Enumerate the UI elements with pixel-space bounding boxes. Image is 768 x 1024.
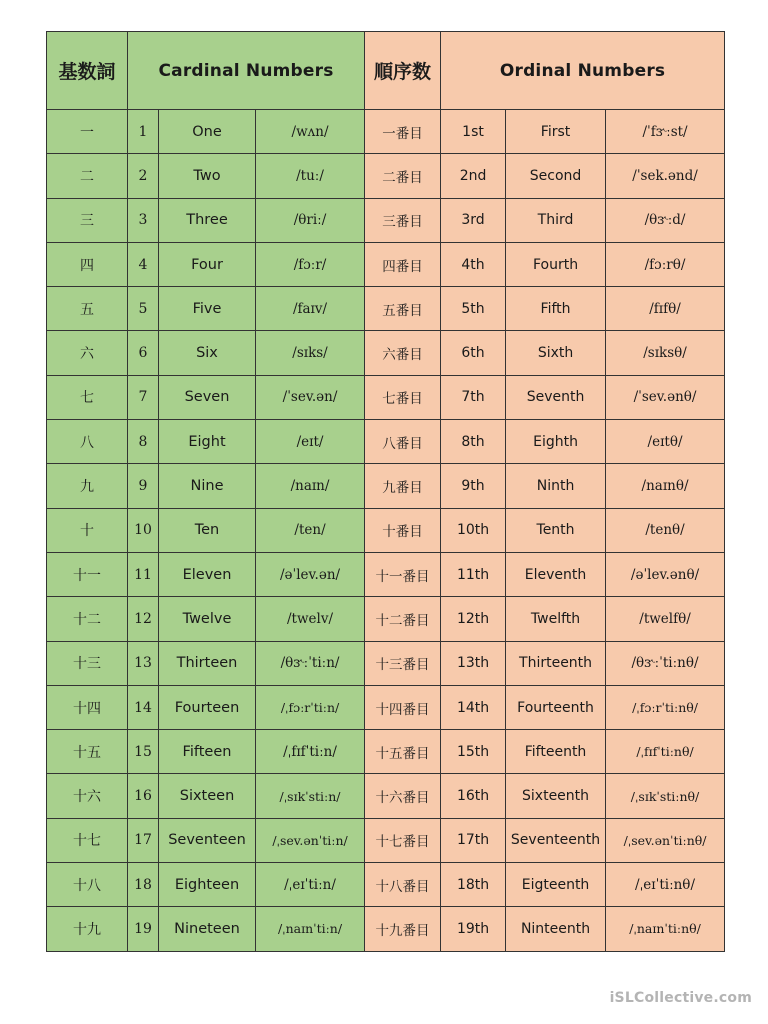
table-row xyxy=(47,464,725,508)
cardinal-kanji-cell: 十五 xyxy=(47,730,128,774)
cardinal-ipa-cell: /θɝːˈtiːn/ xyxy=(256,641,365,685)
ordinal-number-cell: 17th xyxy=(441,818,506,862)
ordinal-number-cell: 4th xyxy=(441,242,506,286)
cardinal-word-cell: Fourteen xyxy=(159,685,256,729)
ordinal-number-cell: 14th xyxy=(441,685,506,729)
cardinal-kanji-cell: 十二 xyxy=(47,597,128,641)
table-row xyxy=(47,907,725,951)
cardinal-number-cell: 10 xyxy=(128,508,159,552)
ordinal-number-cell: 13th xyxy=(441,641,506,685)
cardinal-number-cell: 8 xyxy=(128,420,159,464)
cardinal-number-cell: 9 xyxy=(128,464,159,508)
cardinal-kanji-cell: 八 xyxy=(47,420,128,464)
cardinal-word-cell: Seventeen xyxy=(159,818,256,862)
table-row xyxy=(47,375,725,419)
ordinal-kanji-cell: 六番目 xyxy=(365,331,441,375)
ordinal-word-cell: Ninteenth xyxy=(506,907,606,951)
cardinal-ipa-cell: /sɪks/ xyxy=(256,331,365,375)
cardinal-number-cell: 11 xyxy=(128,552,159,596)
ordinal-word-cell: Sixth xyxy=(506,331,606,375)
ordinal-number-cell: 6th xyxy=(441,331,506,375)
ordinal-number-cell: 11th xyxy=(441,552,506,596)
cardinal-kanji-cell: 十八 xyxy=(47,863,128,907)
cardinal-ipa-cell: /əˈlev.ən/ xyxy=(256,552,365,596)
ordinal-ipa-cell: /θɝːd/ xyxy=(606,198,725,242)
table-row xyxy=(47,287,725,331)
numbers-table xyxy=(46,31,725,952)
table-row xyxy=(47,818,725,862)
table-row xyxy=(47,508,725,552)
ordinal-word-cell: Tenth xyxy=(506,508,606,552)
cardinal-ipa-cell: /naɪn/ xyxy=(256,464,365,508)
ordinal-ipa-cell: /twelfθ/ xyxy=(606,597,725,641)
cardinal-ipa-cell: /ˌsev.ənˈtiːn/ xyxy=(256,818,365,862)
cardinal-ipa-cell: /tuː/ xyxy=(256,154,365,198)
cardinal-number-cell: 19 xyxy=(128,907,159,951)
ordinal-kanji-cell: 十七番目 xyxy=(365,818,441,862)
table-row xyxy=(47,110,725,154)
cardinal-kanji-cell: 十 xyxy=(47,508,128,552)
cardinal-kanji-cell: 六 xyxy=(47,331,128,375)
ordinal-ipa-cell: /ˌfɪfˈtiːnθ/ xyxy=(606,730,725,774)
ordinal-word-cell: Sixteenth xyxy=(506,774,606,818)
cardinal-ipa-cell: /wʌn/ xyxy=(256,110,365,154)
ordinal-word-cell: Eleventh xyxy=(506,552,606,596)
cardinal-word-cell: Fifteen xyxy=(159,730,256,774)
cardinal-number-cell: 16 xyxy=(128,774,159,818)
cardinal-kanji-cell: 二 xyxy=(47,154,128,198)
cardinal-word-cell: Nine xyxy=(159,464,256,508)
cardinal-ipa-cell: /ˌfɪfˈtiːn/ xyxy=(256,730,365,774)
ordinal-number-cell: 1st xyxy=(441,110,506,154)
ordinal-word-cell: Ninth xyxy=(506,464,606,508)
cardinal-ipa-cell: /θriː/ xyxy=(256,198,365,242)
ordinal-kanji-cell: 十五番目 xyxy=(365,730,441,774)
ordinal-ipa-cell: /ˈsek.ənd/ xyxy=(606,154,725,198)
cardinal-word-cell: Four xyxy=(159,242,256,286)
cardinal-word-cell: Thirteen xyxy=(159,641,256,685)
cardinal-number-cell: 7 xyxy=(128,375,159,419)
ordinal-number-cell: 3rd xyxy=(441,198,506,242)
ordinal-kanji-cell: 五番目 xyxy=(365,287,441,331)
cardinal-number-cell: 4 xyxy=(128,242,159,286)
cardinal-ipa-cell: /ˌfɔːrˈtiːn/ xyxy=(256,685,365,729)
ordinal-number-cell: 15th xyxy=(441,730,506,774)
ordinal-ipa-cell: /sɪksθ/ xyxy=(606,331,725,375)
cardinal-number-cell: 1 xyxy=(128,110,159,154)
cardinal-word-cell: Six xyxy=(159,331,256,375)
ordinal-ipa-cell: /ˌfɔːrˈtiːnθ/ xyxy=(606,685,725,729)
cardinal-kanji-cell: 五 xyxy=(47,287,128,331)
table-row xyxy=(47,154,725,198)
ordinal-ipa-cell: /ˌsev.ənˈtiːnθ/ xyxy=(606,818,725,862)
table-row xyxy=(47,420,725,464)
cardinal-kanji-cell: 十三 xyxy=(47,641,128,685)
cardinal-ipa-cell: /ˌeɪˈtiːn/ xyxy=(256,863,365,907)
cardinal-word-cell: Eight xyxy=(159,420,256,464)
cardinal-word-cell: Ten xyxy=(159,508,256,552)
cardinal-kanji-cell: 十九 xyxy=(47,907,128,951)
cardinal-word-cell: Three xyxy=(159,198,256,242)
cardinal-word-cell: Five xyxy=(159,287,256,331)
ordinal-word-cell: Seventeenth xyxy=(506,818,606,862)
cardinal-number-cell: 18 xyxy=(128,863,159,907)
cardinal-ipa-cell: /ten/ xyxy=(256,508,365,552)
cardinal-kanji-cell: 一 xyxy=(47,110,128,154)
ordinal-word-cell: Thirteenth xyxy=(506,641,606,685)
ordinal-word-cell: Fourteenth xyxy=(506,685,606,729)
ordinal-kanji-cell: 十六番目 xyxy=(365,774,441,818)
ordinal-number-cell: 12th xyxy=(441,597,506,641)
cardinal-kanji-cell: 三 xyxy=(47,198,128,242)
ordinal-number-cell: 5th xyxy=(441,287,506,331)
table-header-row xyxy=(47,32,725,110)
table-row xyxy=(47,597,725,641)
cardinal-number-cell: 15 xyxy=(128,730,159,774)
cardinal-title-heading: Cardinal Numbers xyxy=(128,32,365,110)
cardinal-kanji-cell: 十七 xyxy=(47,818,128,862)
ordinal-number-cell: 2nd xyxy=(441,154,506,198)
ordinal-word-cell: First xyxy=(506,110,606,154)
ordinal-kanji-cell: 十一番目 xyxy=(365,552,441,596)
cardinal-kanji-cell: 十一 xyxy=(47,552,128,596)
table-row xyxy=(47,242,725,286)
ordinal-kanji-cell: 七番目 xyxy=(365,375,441,419)
ordinal-number-cell: 19th xyxy=(441,907,506,951)
table-row xyxy=(47,685,725,729)
cardinal-word-cell: One xyxy=(159,110,256,154)
ordinal-ipa-cell: /fɪfθ/ xyxy=(606,287,725,331)
ordinal-ipa-cell: /θɝːˈtiːnθ/ xyxy=(606,641,725,685)
ordinal-kanji-cell: 四番目 xyxy=(365,242,441,286)
ordinal-number-cell: 10th xyxy=(441,508,506,552)
table-row xyxy=(47,331,725,375)
cardinal-number-cell: 12 xyxy=(128,597,159,641)
table-row xyxy=(47,552,725,596)
ordinal-kanji-cell: 九番目 xyxy=(365,464,441,508)
ordinal-ipa-cell: /eɪtθ/ xyxy=(606,420,725,464)
ordinal-kanji-cell: 二番目 xyxy=(365,154,441,198)
ordinal-word-cell: Eigteenth xyxy=(506,863,606,907)
ordinal-word-cell: Twelfth xyxy=(506,597,606,641)
worksheet xyxy=(46,31,724,952)
ordinal-ipa-cell: /ˈfɝːst/ xyxy=(606,110,725,154)
cardinal-number-cell: 14 xyxy=(128,685,159,729)
ordinal-ipa-cell: /ˌnaɪnˈtiːnθ/ xyxy=(606,907,725,951)
ordinal-word-cell: Fifth xyxy=(506,287,606,331)
cardinal-kanji-cell: 七 xyxy=(47,375,128,419)
cardinal-number-cell: 6 xyxy=(128,331,159,375)
ordinal-ipa-cell: /əˈlev.ənθ/ xyxy=(606,552,725,596)
ordinal-kanji-cell: 十三番目 xyxy=(365,641,441,685)
cardinal-kanji-cell: 十四 xyxy=(47,685,128,729)
ordinal-ipa-cell: /fɔːrθ/ xyxy=(606,242,725,286)
ordinal-ipa-cell: /ˌsɪkˈstiːnθ/ xyxy=(606,774,725,818)
ordinal-ipa-cell: /ˈsev.ənθ/ xyxy=(606,375,725,419)
cardinal-word-cell: Seven xyxy=(159,375,256,419)
cardinal-ipa-cell: /ˌnaɪnˈtiːn/ xyxy=(256,907,365,951)
ordinal-word-cell: Fourth xyxy=(506,242,606,286)
cardinal-ipa-cell: /ˌsɪkˈstiːn/ xyxy=(256,774,365,818)
cardinal-kanji-cell: 十六 xyxy=(47,774,128,818)
ordinal-kanji-cell: 十九番目 xyxy=(365,907,441,951)
ordinal-kanji-cell: 三番目 xyxy=(365,198,441,242)
cardinal-word-cell: Eighteen xyxy=(159,863,256,907)
cardinal-ipa-cell: /ˈsev.ən/ xyxy=(256,375,365,419)
cardinal-kanji-cell: 九 xyxy=(47,464,128,508)
ordinal-kanji-heading: 順序数 xyxy=(365,32,441,110)
cardinal-number-cell: 13 xyxy=(128,641,159,685)
cardinal-word-cell: Eleven xyxy=(159,552,256,596)
ordinal-kanji-cell: 十四番目 xyxy=(365,685,441,729)
table-row xyxy=(47,641,725,685)
ordinal-number-cell: 18th xyxy=(441,863,506,907)
ordinal-number-cell: 7th xyxy=(441,375,506,419)
ordinal-word-cell: Third xyxy=(506,198,606,242)
ordinal-number-cell: 8th xyxy=(441,420,506,464)
ordinal-number-cell: 16th xyxy=(441,774,506,818)
cardinal-number-cell: 2 xyxy=(128,154,159,198)
ordinal-title-heading: Ordinal Numbers xyxy=(441,32,725,110)
table-row xyxy=(47,730,725,774)
watermark: iSLCollective.com xyxy=(609,990,752,1006)
cardinal-word-cell: Two xyxy=(159,154,256,198)
cardinal-kanji-cell: 四 xyxy=(47,242,128,286)
ordinal-word-cell: Seventh xyxy=(506,375,606,419)
ordinal-word-cell: Fifteenth xyxy=(506,730,606,774)
cardinal-word-cell: Twelve xyxy=(159,597,256,641)
ordinal-kanji-cell: 十番目 xyxy=(365,508,441,552)
table-body xyxy=(47,110,725,952)
cardinal-ipa-cell: /faɪv/ xyxy=(256,287,365,331)
ordinal-kanji-cell: 十二番目 xyxy=(365,597,441,641)
cardinal-word-cell: Sixteen xyxy=(159,774,256,818)
table-row xyxy=(47,863,725,907)
cardinal-ipa-cell: /fɔːr/ xyxy=(256,242,365,286)
ordinal-kanji-cell: 一番目 xyxy=(365,110,441,154)
ordinal-ipa-cell: /tenθ/ xyxy=(606,508,725,552)
ordinal-kanji-cell: 八番目 xyxy=(365,420,441,464)
ordinal-ipa-cell: /naɪnθ/ xyxy=(606,464,725,508)
ordinal-kanji-cell: 十八番目 xyxy=(365,863,441,907)
ordinal-ipa-cell: /ˌeɪˈtiːnθ/ xyxy=(606,863,725,907)
table-row xyxy=(47,198,725,242)
cardinal-number-cell: 5 xyxy=(128,287,159,331)
cardinal-ipa-cell: /twelv/ xyxy=(256,597,365,641)
ordinal-word-cell: Eighth xyxy=(506,420,606,464)
cardinal-ipa-cell: /eɪt/ xyxy=(256,420,365,464)
cardinal-kanji-heading: 基数詞 xyxy=(47,32,128,110)
cardinal-number-cell: 17 xyxy=(128,818,159,862)
ordinal-word-cell: Second xyxy=(506,154,606,198)
table-row xyxy=(47,774,725,818)
cardinal-word-cell: Nineteen xyxy=(159,907,256,951)
cardinal-number-cell: 3 xyxy=(128,198,159,242)
ordinal-number-cell: 9th xyxy=(441,464,506,508)
